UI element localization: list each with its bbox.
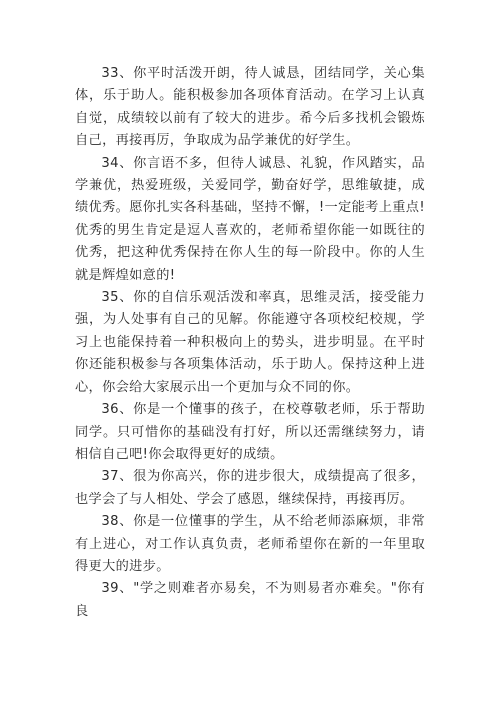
document-body xyxy=(75,63,425,623)
comment-paragraph-37: 37、很为你高兴，你的进步很大，成绩提高了很多，也学会了与人相处、学会了感恩，继续保持，再接再厉。 xyxy=(75,469,425,507)
comment-paragraph-33: 33、你平时活泼开朗，待人诚恳，团结同学，关心集体，乐于助人。能积极参加各项体育活动。在学习上认真自觉，成绩较以前有了较大的进步。希今后多找机会锻炼自己，再接再厉，争取成为品学兼优的好学生。 xyxy=(75,66,425,149)
comment-paragraph-35: 35、你的自信乐观活泼和率真，思维灵活，接受能力强，为人处事有自己的见解。你能遵守各项校纪校规，学习上也能保持着一种积极向上的势头，进步明显。在平时你还能积极参与各项集体活动，乐于助人。保持这种上进心，你会给大家展示出一个更加与众不同的你。 xyxy=(75,290,425,395)
comment-paragraph-39: 39、"学之则难者亦易矣，不为则易者亦难矣。"你有良 xyxy=(75,581,425,619)
comment-paragraph-34: 34、你言语不多，但待人诚恳、礼貌，作风踏实，品学兼优，热爱班级，关爱同学，勤奋好学，思维敏捷，成绩优秀。愿你扎实各科基础，坚持不懈，!一定能考上重点!优秀的男生肯定是逗人喜欢的，老师希望你能一如既往的优秀，把这种优秀保持在你人生的每一阶段中。你的人生就是辉煌如意的! xyxy=(75,155,425,283)
comment-paragraph-38: 38、你是一位懂事的学生，从不给老师添麻烦，非常有上进心，对工作认真负责，老师希望你在新的一年里取得更大的进步。 xyxy=(75,514,425,574)
comment-paragraph-36: 36、你是一个懂事的孩子，在校尊敬老师，乐于帮助同学。只可惜你的基础没有打好，所以还需继续努力，请相信自己吧!你会取得更好的成绩。 xyxy=(75,402,425,462)
